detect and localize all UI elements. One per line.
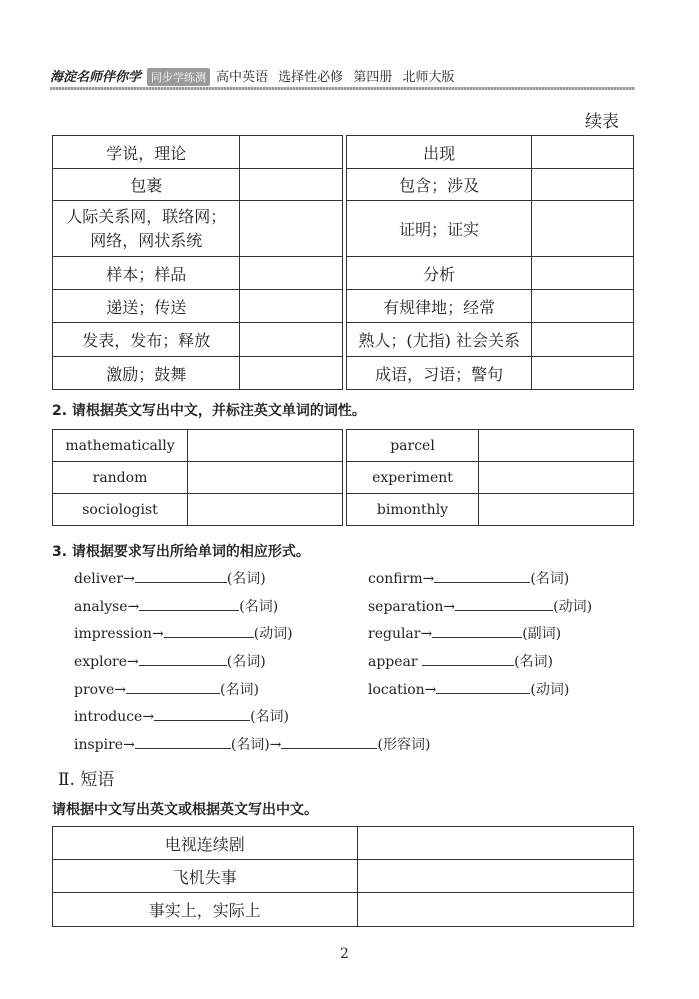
- answer-cell[interactable]: [532, 323, 634, 357]
- exercise-item: [368, 679, 569, 699]
- answer-cell[interactable]: [532, 257, 634, 290]
- answer-cell[interactable]: [532, 136, 634, 169]
- answer-cell[interactable]: [479, 462, 634, 494]
- form-hint: (形容词): [377, 737, 431, 753]
- answer-blank[interactable]: [434, 568, 530, 583]
- word-right: parcel: [347, 430, 479, 462]
- answer-cell[interactable]: [532, 201, 634, 257]
- table-row: [53, 201, 634, 257]
- answer-blank[interactable]: [422, 651, 514, 666]
- answer-cell[interactable]: [240, 323, 343, 357]
- continued-label: 续表: [585, 112, 619, 132]
- answer-blank[interactable]: [436, 679, 530, 694]
- exercise-item: [368, 568, 569, 588]
- answer-cell[interactable]: [479, 494, 634, 526]
- header-brand: 海淀名师伴你学: [50, 70, 142, 85]
- word-left: sociologist: [53, 494, 188, 526]
- vocab-cn-left: 样本；样品: [53, 257, 240, 290]
- table-row: [53, 290, 634, 323]
- running-header: [50, 66, 455, 86]
- answer-blank[interactable]: [139, 596, 239, 611]
- part2-heading: Ⅱ. 短语: [58, 770, 115, 790]
- answer-cell[interactable]: [188, 462, 343, 494]
- answer-cell[interactable]: [240, 169, 343, 201]
- phrase-table: [52, 826, 634, 927]
- phrase-cn: 事实上，实际上: [53, 893, 358, 927]
- form-hint: (名词): [226, 571, 266, 587]
- exercise-item: [368, 596, 592, 616]
- vocab-cn-left: 人际关系网，联络网；网络，网状系统: [53, 201, 240, 257]
- form-hint: (副词): [522, 626, 562, 642]
- header-badge: 同步学练测: [147, 68, 210, 86]
- form-hint: (名词): [530, 571, 570, 587]
- answer-cell[interactable]: [188, 430, 343, 462]
- vocab-table: [52, 135, 634, 390]
- answer-cell[interactable]: [532, 169, 634, 201]
- section2-table: [52, 429, 634, 526]
- table-row: [53, 257, 634, 290]
- vocab-cn-right: 分析: [346, 257, 531, 290]
- header-edition: 北师大版: [402, 70, 455, 85]
- exercise-item: [74, 706, 289, 726]
- form-hint: (名词): [514, 654, 553, 670]
- answer-blank[interactable]: [432, 623, 522, 638]
- form-hint: (名词): [220, 682, 259, 698]
- header-rule: [50, 87, 635, 90]
- answer-blank[interactable]: [154, 706, 250, 721]
- word-left: random: [53, 462, 188, 494]
- answer-cell[interactable]: [188, 494, 343, 526]
- vocab-cn-right: 熟人；(尤指) 社会关系: [346, 323, 531, 357]
- exercise-item: [74, 679, 259, 699]
- given-word: separation→: [368, 599, 456, 615]
- vocab-cn-right: 成语，习语；警句: [346, 357, 531, 390]
- form-hint: (动词): [553, 599, 593, 615]
- answer-blank[interactable]: [126, 679, 220, 694]
- word-left: mathematically: [53, 430, 188, 462]
- vocab-cn-left: 递送；传送: [53, 290, 240, 323]
- answer-cell[interactable]: [532, 357, 634, 390]
- vocab-cn-right: 出现: [346, 136, 531, 169]
- answer-cell[interactable]: [240, 290, 343, 323]
- page-number: 2: [340, 946, 349, 962]
- exercise-item: [368, 651, 553, 671]
- answer-cell[interactable]: [240, 201, 343, 257]
- answer-blank[interactable]: [135, 568, 227, 583]
- form-hint: (动词): [253, 626, 293, 642]
- form-hint: (名词): [250, 709, 290, 725]
- header-volume: 第四册: [353, 70, 393, 85]
- answer-cell[interactable]: [357, 827, 634, 860]
- vocab-cn-right: 包含；涉及: [346, 169, 531, 201]
- word-right: experiment: [347, 462, 479, 494]
- exercise-item: [74, 568, 266, 588]
- phrase-cn: 电视连续剧: [53, 827, 358, 860]
- answer-cell[interactable]: [357, 893, 634, 927]
- given-word: introduce→: [74, 709, 155, 725]
- form-hint: (名词): [226, 654, 266, 670]
- answer-cell[interactable]: [357, 860, 634, 893]
- given-word: location→: [368, 682, 437, 698]
- exercise-item: [368, 623, 561, 643]
- section3-title: 3. 请根据要求写出所给单词的相应形式。: [52, 544, 310, 560]
- exercise-item: [74, 734, 430, 754]
- phrase-cn: 飞机失事: [53, 860, 358, 893]
- answer-cell[interactable]: [532, 290, 634, 323]
- given-word: impression→: [74, 626, 164, 642]
- table-row: [53, 827, 634, 860]
- answer-cell[interactable]: [479, 430, 634, 462]
- header-module: 选择性必修: [278, 70, 344, 85]
- word-right: bimonthly: [347, 494, 479, 526]
- answer-cell[interactable]: [240, 257, 343, 290]
- vocab-cn-left: 激励；鼓舞: [53, 357, 240, 390]
- table-row: [53, 494, 634, 526]
- answer-blank[interactable]: [455, 596, 553, 611]
- answer-blank[interactable]: [135, 734, 231, 749]
- answer-cell[interactable]: [240, 357, 343, 390]
- table-row: [53, 169, 634, 201]
- vocab-cn-left: 发表，发布；释放: [53, 323, 240, 357]
- exercise-item: [74, 596, 278, 616]
- exercise-item: [74, 651, 266, 671]
- form-hint: (动词): [530, 682, 570, 698]
- exercise-item: [74, 623, 293, 643]
- table-row: [53, 430, 634, 462]
- given-word: confirm→: [368, 571, 435, 587]
- form-hint: (名词): [239, 599, 279, 615]
- given-word: prove→: [74, 682, 127, 698]
- header-subject: 高中英语: [216, 70, 269, 85]
- answer-blank[interactable]: [164, 623, 254, 638]
- given-word: analyse→: [74, 599, 140, 615]
- given-word: deliver→: [74, 571, 135, 587]
- section2-title: 2. 请根据英文写出中文，并标注英文单词的词性。: [52, 403, 366, 419]
- vocab-cn-left: 包裹: [53, 169, 240, 201]
- vocab-cn-right: 有规律地；经常: [346, 290, 531, 323]
- vocab-cn-left: 学说，理论: [53, 136, 240, 169]
- table-row: [53, 462, 634, 494]
- given-word: inspire→: [74, 737, 135, 753]
- given-word: explore→: [74, 654, 139, 670]
- part2-instruction: 请根据中文写出英文或根据英文写出中文。: [52, 802, 318, 818]
- vocab-cn-right: 证明；证实: [346, 201, 531, 257]
- table-row: [53, 860, 634, 893]
- given-word: regular→: [368, 626, 433, 642]
- table-row: [53, 357, 634, 390]
- answer-blank[interactable]: [281, 734, 377, 749]
- table-row: [53, 136, 634, 169]
- given-word: appear: [368, 654, 418, 670]
- form-hint: (名词)→: [230, 737, 282, 753]
- answer-cell[interactable]: [240, 136, 343, 169]
- table-row: [53, 323, 634, 357]
- answer-blank[interactable]: [139, 651, 227, 666]
- table-row: [53, 893, 634, 927]
